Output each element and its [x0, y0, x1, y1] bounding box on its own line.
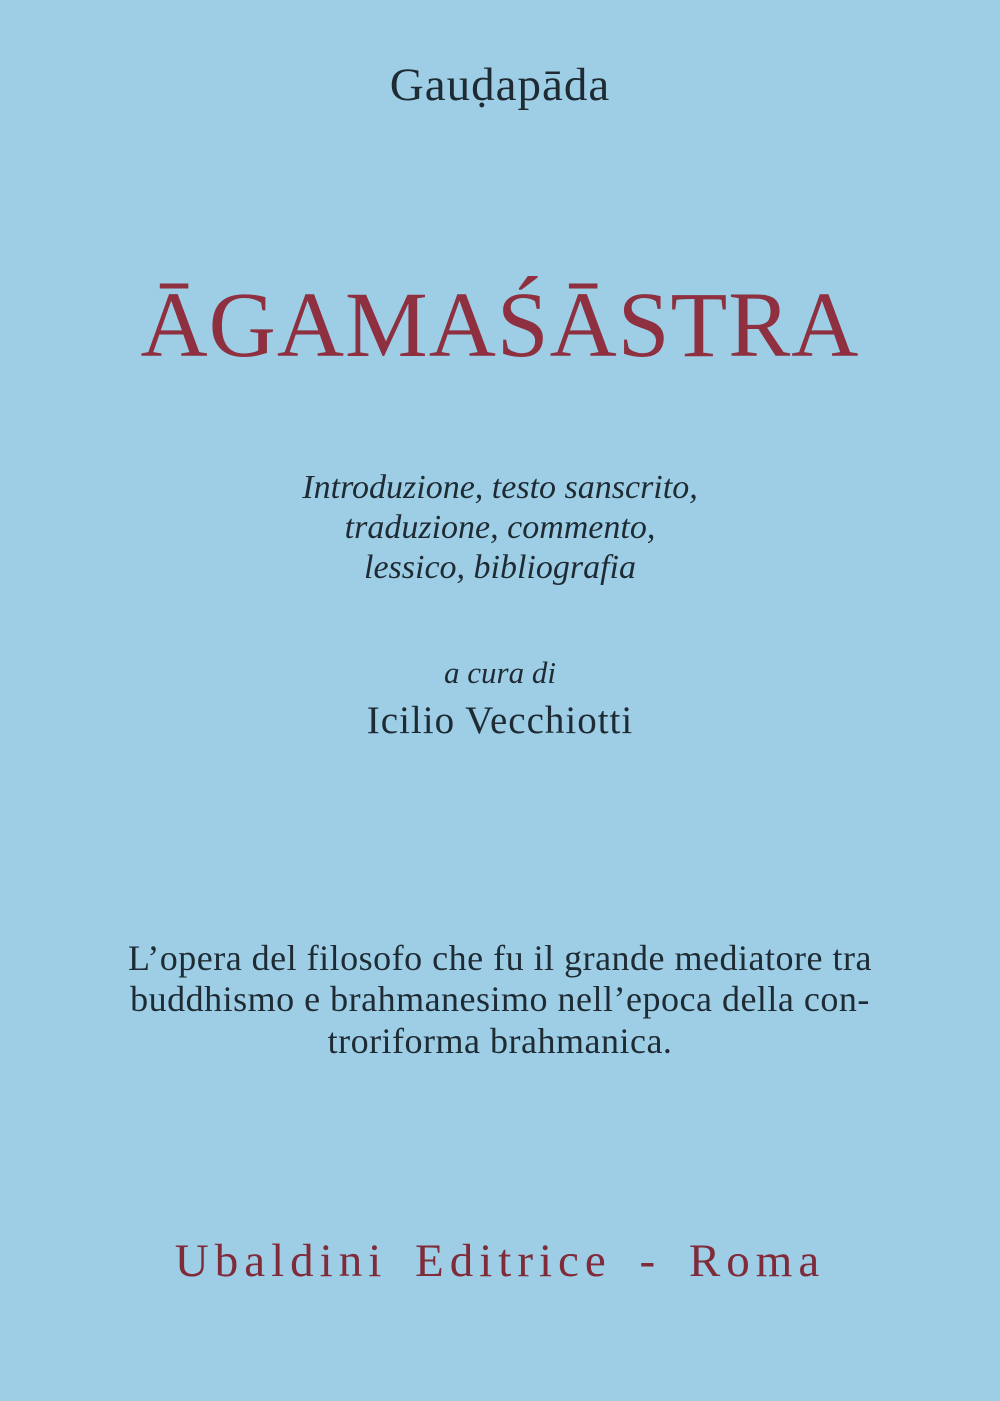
- subtitle-line: lessico, bibliografia: [364, 548, 636, 586]
- blurb-line: L’opera del filosofo che fu il grande mediatore tra: [128, 938, 872, 978]
- author-name: Gauḍapāda: [389, 59, 611, 111]
- subtitle: [0, 468, 1000, 587]
- edited-by-label: a cura di: [444, 655, 556, 690]
- editor-name: Icilio Vecchiotti: [366, 699, 634, 742]
- book-title: ĀGAMAŚĀSTRA: [140, 274, 860, 377]
- blurb: [0, 938, 1000, 1062]
- subtitle-line: Introduzione, testo sanscrito,: [302, 469, 698, 506]
- blurb-line: troriforma brahmanica.: [327, 1020, 673, 1061]
- publisher-imprint: Ubaldini Editrice - Roma: [174, 1235, 826, 1287]
- blurb-line: buddhismo e brahmanesimo nell’epoca della con-: [130, 979, 870, 1020]
- subtitle-line: traduzione, commento,: [344, 508, 656, 546]
